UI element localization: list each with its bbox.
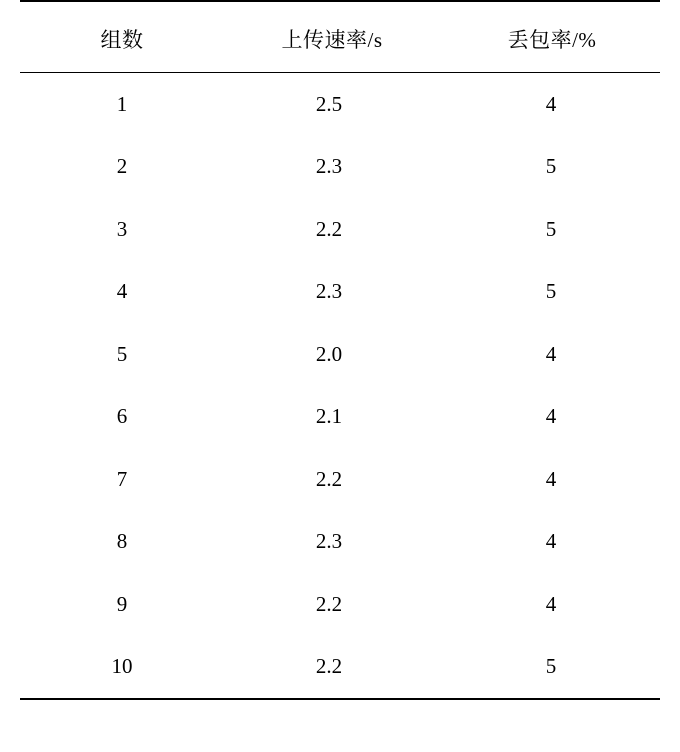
- table-header: [20, 1, 660, 73]
- cell-group: 3: [116, 216, 128, 241]
- cell-group: 8: [116, 529, 128, 554]
- cell-packet-loss: 5: [545, 279, 557, 304]
- table-row: [20, 323, 660, 386]
- cell-group: 9: [116, 591, 128, 616]
- cell-packet-loss: 4: [545, 591, 557, 616]
- cell-packet-loss: 4: [545, 404, 557, 429]
- cell-group: 4: [116, 279, 128, 304]
- table-row: [20, 386, 660, 449]
- cell-group: 5: [116, 341, 128, 366]
- cell-upload-rate: 2.3: [315, 154, 343, 179]
- table-row: [20, 511, 660, 574]
- column-header-packet-loss: 丢包率/%: [450, 1, 660, 73]
- cell-upload-rate: 2.1: [315, 404, 343, 429]
- measurement-table: [20, 0, 660, 700]
- cell-packet-loss: 4: [545, 466, 557, 491]
- table-row: [20, 198, 660, 261]
- table-row: [20, 636, 660, 700]
- cell-upload-rate: 2.2: [315, 591, 343, 616]
- cell-packet-loss: 5: [545, 154, 557, 179]
- table-row: [20, 136, 660, 199]
- cell-packet-loss: 4: [545, 341, 557, 366]
- cell-group: 10: [20, 636, 220, 700]
- cell-group: 7: [116, 466, 128, 491]
- table-row: [20, 448, 660, 511]
- cell-group: 2: [116, 154, 128, 179]
- cell-packet-loss: 4: [545, 529, 557, 554]
- cell-upload-rate: 2.3: [315, 279, 343, 304]
- cell-upload-rate: 2.0: [315, 341, 343, 366]
- cell-packet-loss: 5: [450, 636, 660, 700]
- cell-group: 6: [116, 404, 128, 429]
- table-header-row: [20, 1, 660, 73]
- column-header-group: 组数: [20, 1, 220, 73]
- table-body: [20, 73, 660, 700]
- cell-packet-loss: 5: [545, 216, 557, 241]
- table-row: [20, 573, 660, 636]
- table-row: [20, 73, 660, 136]
- cell-upload-rate: 2.3: [315, 529, 343, 554]
- cell-group: 1: [116, 91, 128, 116]
- cell-upload-rate: 2.2: [315, 216, 343, 241]
- cell-packet-loss: 4: [545, 91, 557, 116]
- table-row: [20, 261, 660, 324]
- cell-upload-rate: 2.2: [315, 466, 343, 491]
- cell-upload-rate: 2.2: [220, 636, 450, 700]
- cell-upload-rate: 2.5: [315, 91, 343, 116]
- column-header-upload-rate: 上传速率/s: [220, 1, 450, 73]
